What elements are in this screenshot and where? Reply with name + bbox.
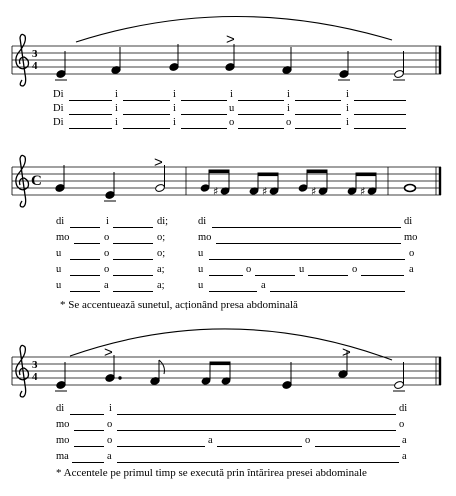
- lyric-underline: [113, 259, 153, 260]
- syllable: u: [56, 248, 62, 259]
- quarter-note: [282, 362, 292, 389]
- lyric-underline: [117, 430, 396, 431]
- syllable: i: [115, 117, 118, 128]
- syllable: a: [402, 451, 407, 462]
- lyric-underline: [209, 259, 405, 260]
- lyric-underline: [74, 430, 104, 431]
- quarter-note: [225, 44, 235, 71]
- lyric-underline: [255, 275, 295, 276]
- lyric-underline: [270, 291, 405, 292]
- time-signature-bottom: 4: [32, 60, 38, 72]
- syllable: o: [107, 435, 113, 446]
- lyric-underline: [181, 128, 227, 129]
- lyric-underline: [74, 243, 100, 244]
- quarter-note: [169, 44, 179, 71]
- lyric-underline: [113, 243, 153, 244]
- quarter-note: [55, 362, 67, 391]
- lyric-underline: [123, 128, 170, 129]
- quarter-note: [55, 165, 65, 192]
- lyric-underline: [361, 275, 404, 276]
- time-signature-bottom: 4: [32, 371, 38, 383]
- syllable: i: [109, 403, 112, 414]
- whole-note: [405, 185, 416, 192]
- lyric-underline: [354, 128, 406, 129]
- lyric-underline: [113, 227, 153, 228]
- lyric-underline: [72, 462, 104, 463]
- syllable: i: [346, 89, 349, 100]
- lyric-underline: [74, 446, 104, 447]
- syllable: u: [198, 248, 204, 259]
- lyric-underline: [238, 100, 284, 101]
- accent-mark: >: [154, 154, 163, 171]
- syllable: u: [198, 264, 204, 275]
- lyric-underline: [70, 291, 100, 292]
- syllable: di: [404, 216, 413, 227]
- quarter-note: [104, 172, 116, 201]
- syllable: a;: [157, 264, 165, 275]
- syllable: o: [246, 264, 252, 275]
- lyric-underline: [209, 275, 243, 276]
- lyric-underline: [238, 114, 284, 115]
- lyric-underline: [295, 128, 341, 129]
- syllable: u: [56, 264, 62, 275]
- syllable: i: [346, 103, 349, 114]
- lyric-underline: [117, 414, 396, 415]
- lyric-underline: [238, 128, 284, 129]
- syllable: di;: [157, 216, 169, 227]
- common-time-symbol: C: [31, 173, 42, 189]
- lyric-underline: [69, 128, 112, 129]
- footnote: * Se accentuează sunetul, acționând presa abdominală: [60, 299, 298, 311]
- lyric-underline: [69, 100, 112, 101]
- lyric-underline: [216, 243, 401, 244]
- syllable: mo: [404, 232, 418, 243]
- sharp-icon: ♯: [213, 185, 219, 198]
- lyric-underline: [295, 100, 341, 101]
- syllable: o: [286, 117, 292, 128]
- sharp-icon: ♯: [262, 185, 268, 198]
- syllable: o: [104, 232, 110, 243]
- lyric-underline: [295, 114, 341, 115]
- footnote: * Accentele pe primul timp se execută prin întărirea presei abdominale: [56, 467, 367, 479]
- syllable: a: [409, 264, 414, 275]
- syllable: a: [107, 451, 112, 462]
- quarter-note: [55, 51, 67, 80]
- lyric-underline: [70, 227, 100, 228]
- quarter-note: [282, 47, 292, 74]
- lyric-underline: [181, 100, 227, 101]
- lyric-underline: [70, 275, 100, 276]
- accent-mark: >: [342, 344, 351, 361]
- lyric-underline: [123, 100, 170, 101]
- syllable: u: [56, 280, 62, 291]
- syllable: o: [104, 264, 110, 275]
- lyric-underline: [70, 414, 104, 415]
- lyric-underline: [113, 291, 153, 292]
- lyric-underline: [354, 100, 406, 101]
- syllable: o;: [157, 248, 166, 259]
- syllable: i: [115, 89, 118, 100]
- lyric-underline: [70, 259, 100, 260]
- syllable: u: [229, 103, 235, 114]
- sharp-icon: ♯: [360, 185, 366, 198]
- syllable: di: [56, 403, 65, 414]
- syllable: i: [346, 117, 349, 128]
- lyric-underline: [117, 462, 399, 463]
- syllable: i: [287, 89, 290, 100]
- syllable: a: [208, 435, 213, 446]
- syllable: i: [230, 89, 233, 100]
- lyric-underline: [315, 446, 400, 447]
- time-signature-top: 3: [32, 48, 38, 60]
- syllable: Di: [53, 103, 64, 114]
- syllable: ma: [56, 451, 69, 462]
- syllable: di: [198, 216, 207, 227]
- syllable: a: [261, 280, 266, 291]
- syllable: i: [173, 89, 176, 100]
- syllable: o: [352, 264, 358, 275]
- syllable: u: [198, 280, 204, 291]
- syllable: u: [299, 264, 305, 275]
- half-note: [393, 362, 405, 391]
- syllable: Di: [53, 89, 64, 100]
- syllable: di: [399, 403, 408, 414]
- lyric-underline: [123, 114, 170, 115]
- syllable: o: [107, 419, 113, 430]
- lyric-underline: [113, 275, 153, 276]
- lyric-underline: [212, 227, 401, 228]
- syllable: o: [229, 117, 235, 128]
- quarter-note: [111, 47, 121, 74]
- syllable: mo: [56, 419, 70, 430]
- syllable: o: [305, 435, 311, 446]
- lyric-underline: [209, 291, 257, 292]
- syllable: i: [106, 216, 109, 227]
- syllable: i: [115, 103, 118, 114]
- syllable: i: [173, 117, 176, 128]
- syllable: a: [104, 280, 109, 291]
- syllable: a;: [157, 280, 165, 291]
- lyric-underline: [308, 275, 348, 276]
- accent-mark: >: [226, 31, 235, 48]
- syllable: a: [402, 435, 407, 446]
- syllable: o;: [157, 232, 166, 243]
- lyric-underline: [354, 114, 406, 115]
- lyric-underline: [181, 114, 227, 115]
- syllable: i: [173, 103, 176, 114]
- syllable: mo: [56, 232, 70, 243]
- quarter-note: [338, 51, 350, 80]
- syllable: Di: [53, 117, 64, 128]
- syllable: o: [399, 419, 405, 430]
- syllable: o: [104, 248, 110, 259]
- lyric-underline: [217, 446, 302, 447]
- syllable: mo: [56, 435, 70, 446]
- syllable: o: [409, 248, 415, 259]
- syllable: di: [56, 216, 65, 227]
- half-note: [393, 51, 405, 80]
- syllable: mo: [198, 232, 212, 243]
- time-signature-top: 3: [32, 359, 38, 371]
- sharp-icon: ♯: [311, 185, 317, 198]
- lyric-underline: [117, 446, 205, 447]
- syllable: i: [287, 103, 290, 114]
- accent-mark: >: [104, 344, 113, 361]
- lyric-underline: [69, 114, 112, 115]
- beamed-eighth-pair: [201, 362, 231, 385]
